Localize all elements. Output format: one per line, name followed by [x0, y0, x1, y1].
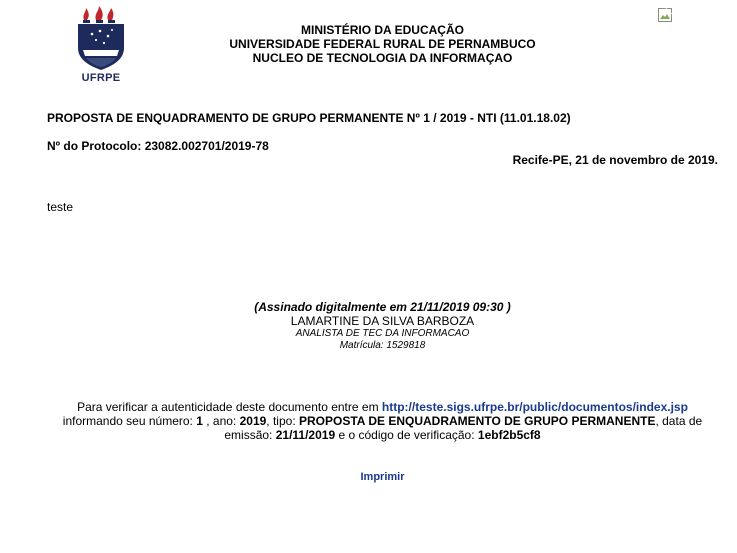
print-link[interactable]: Imprimir [360, 471, 405, 483]
signer-role: ANALISTA DE TEC DA INFORMACAO [295, 328, 470, 339]
signer-registration: Matrícula: 1529818 [339, 340, 426, 351]
document-date: Recife-PE, 21 de novembro de 2019. [512, 153, 718, 167]
title-number: 1 [423, 111, 430, 125]
verify-number: 1 [196, 414, 203, 428]
header-ministry: MINISTÉRIO DA EDUCAÇÃO [301, 23, 464, 37]
verify-text-3: , ano: [202, 414, 240, 428]
verify-text-2: informando seu número: [62, 414, 197, 428]
verification-notice [40, 400, 725, 442]
broken-image-icon [657, 7, 673, 23]
protocol-number: Nº do Protocolo: 23082.002701/2019-78 [47, 139, 269, 153]
document-body: teste [47, 200, 74, 214]
institution-header [150, 23, 615, 65]
header-department: NUCLEO DE TECNOLOGIA DA INFORMAÇAO [252, 51, 513, 65]
verify-text-5: , data de emissão: [224, 414, 703, 442]
verify-type: PROPOSTA DE ENQUADRAMENTO DE GRUPO PERMANENTE [298, 414, 656, 428]
verify-emission-date: 21/11/2019 [275, 428, 336, 442]
header-university: UNIVERSIDADE FEDERAL RURAL DE PERNAMBUCO [229, 37, 536, 51]
ufrpe-logo [74, 6, 128, 86]
title-suffix: / 2019 - NTI (11.01.18.02) [429, 111, 571, 125]
verify-text-4: , tipo: [266, 414, 299, 428]
verify-text-6: e o código de verificação: [335, 428, 478, 442]
verification-link[interactable]: http://teste.sigs.ufrpe.br/public/documentos/index.jsp [381, 400, 688, 414]
verify-text-1: Para verificar a autenticidade deste documento entre em [77, 400, 382, 414]
ufrpe-shield-icon [74, 6, 128, 72]
title-prefix: PROPOSTA DE ENQUADRAMENTO DE GRUPO PERMANENTE Nº [47, 111, 424, 125]
signer-name: LAMARTINE DA SILVA BARBOZA [290, 314, 475, 328]
document-title [47, 111, 571, 125]
logo-label: UFRPE [81, 72, 121, 84]
verify-year: 2019 [239, 414, 267, 428]
signature-block [150, 300, 615, 352]
signature-timestamp: (Assinado digitalmente em 21/11/2019 09:30 ) [254, 300, 511, 314]
verify-code: 1ebf2b5cf8 [477, 428, 541, 442]
